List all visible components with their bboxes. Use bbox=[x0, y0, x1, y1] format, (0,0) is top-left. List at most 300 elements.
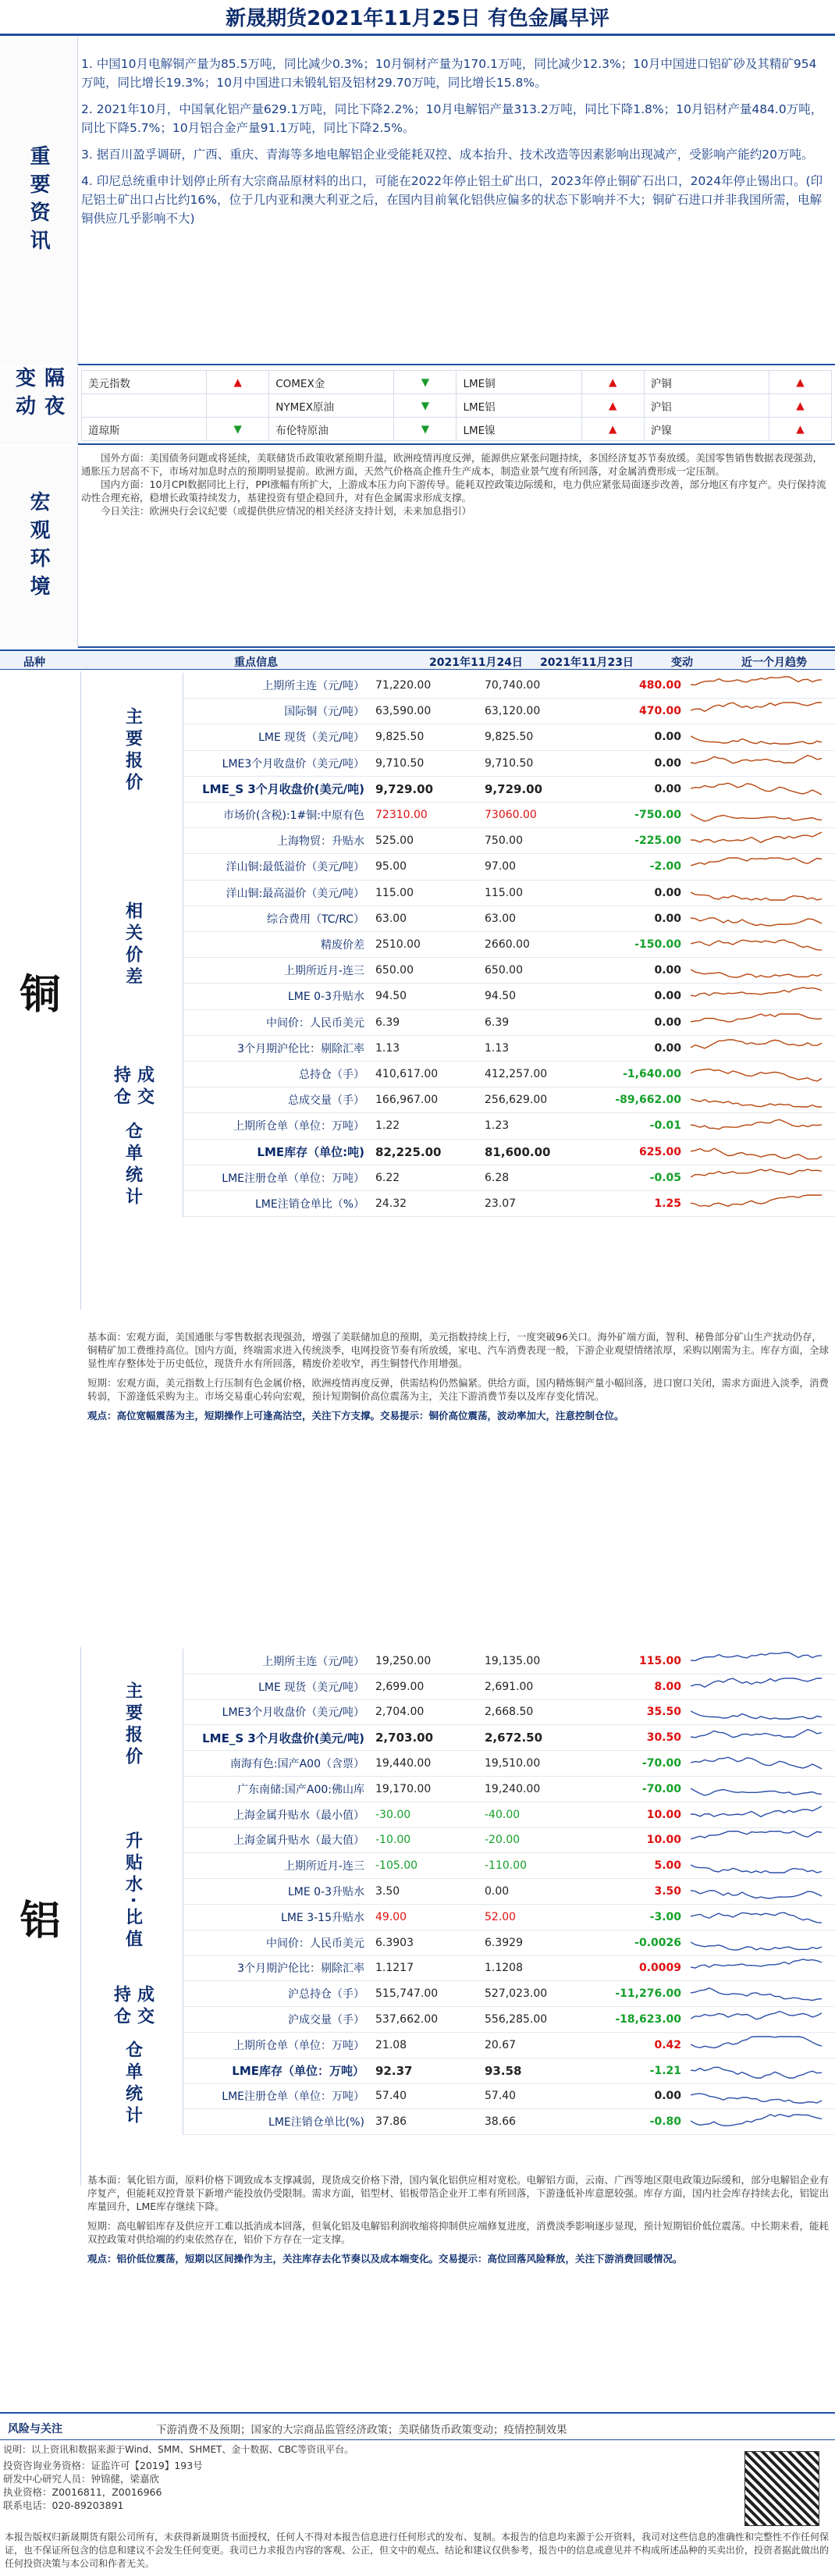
night-name: 美元指数 bbox=[82, 371, 207, 394]
trend-sparkline bbox=[691, 1727, 823, 1747]
value-today: 19,170.00 bbox=[375, 1782, 432, 1795]
value-prev: 38.66 bbox=[485, 2115, 517, 2129]
th-change: 变动 bbox=[671, 656, 693, 669]
value-prev: 23.07 bbox=[485, 1197, 517, 1211]
trend-sparkline bbox=[691, 1880, 823, 1901]
value-change: 0.00 bbox=[654, 782, 681, 795]
value-change: 8.00 bbox=[654, 1680, 681, 1693]
value-today: -105.00 bbox=[375, 1859, 418, 1873]
trend-sparkline bbox=[691, 778, 823, 799]
item-name: LME 0-3升贴水 bbox=[287, 991, 364, 1004]
value-prev: 9,729.00 bbox=[485, 781, 543, 796]
trend-sparkline bbox=[691, 1932, 823, 1952]
value-change: 30.50 bbox=[646, 1731, 681, 1745]
value-today: 1.13 bbox=[375, 1041, 400, 1055]
value-prev: 9,710.50 bbox=[485, 756, 534, 770]
item-name: 洋山铜:最低溢价（美元/吨） bbox=[226, 861, 364, 874]
value-today: 9,825.50 bbox=[375, 731, 425, 744]
news-item: 1. 中国10月电解铜产量为85.5万吨，同比减少0.3%；10月铜材产量为170.1万吨，同比减少12.3%；10月中国进口铝矿砂及其精矿954万吨，同比增长19.3%；10月中国进口未锻轧铝及铝材29.70万吨，同比增长15.8%。 bbox=[81, 57, 817, 90]
arrow-down-icon: ▼ bbox=[394, 418, 457, 441]
trend-sparkline bbox=[691, 1037, 823, 1058]
value-prev: 1.23 bbox=[485, 1119, 510, 1133]
macro-section bbox=[0, 447, 835, 648]
trend-sparkline bbox=[691, 1012, 823, 1032]
item-name: 上期所近月-连三 bbox=[283, 1860, 364, 1873]
table-row bbox=[183, 1905, 835, 1930]
group-label bbox=[82, 673, 183, 828]
item-name: 洋山铜:最高溢价（美元/吨） bbox=[226, 887, 364, 900]
item-name: 上期所主连（元/吨） bbox=[262, 680, 364, 693]
table-row bbox=[183, 751, 835, 777]
copper-label: 铜 bbox=[0, 671, 81, 1310]
trend-sparkline bbox=[691, 882, 823, 902]
group-label-text: 主要报价 bbox=[123, 1681, 143, 1770]
trend-sparkline bbox=[691, 830, 823, 850]
risk-text: 下游消费不及预期；国家的大宗商品监管经济政策；美联储货币政策变动；疫情控制效果 bbox=[156, 2424, 567, 2436]
macro-paragraph: 国外方面：美国债务问题或将延续，美联储货币政策收紧预期升温，欧洲疫情再度反弹，能源供应紧张问题持续，多国经济复苏节奏放缓。美国零售销售数据表现强劲，通胀压力居高不下，市场对加息时点的预期明显提前。欧洲方面，天然气价格高企推升生产成本，制造业景气度有所回落，对金属消费形成一定压制。 bbox=[81, 452, 823, 477]
value-prev: 412,257.00 bbox=[485, 1068, 548, 1081]
value-change: 470.00 bbox=[638, 705, 681, 718]
value-prev: 52.00 bbox=[485, 1910, 517, 1923]
value-change: -3.00 bbox=[649, 1910, 681, 1923]
value-change: 10.00 bbox=[646, 1834, 681, 1847]
value-change: -0.01 bbox=[649, 1119, 681, 1133]
trend-sparkline bbox=[691, 2111, 823, 2131]
trend-sparkline bbox=[691, 1115, 823, 1135]
item-name: 中间价：人民币美元 bbox=[266, 1937, 364, 1950]
trend-sparkline bbox=[691, 856, 823, 876]
risk-label: 风险与关注 bbox=[8, 2423, 62, 2435]
table-row bbox=[183, 2033, 835, 2058]
value-prev: 20.67 bbox=[485, 2038, 517, 2051]
trend-sparkline bbox=[691, 1676, 823, 1696]
arrow-up-icon: ▲ bbox=[581, 394, 644, 418]
analysis-strategy: 短期：高电解铝库存及供应开工难以抵消成本回落，但氧化铝及电解铝利润收缩将抑制供应端修复进度，消费淡季影响逐步显现，预计短期铝价低位震荡。中长期来看，能耗双控政策对供给端的约束依然存在，铝价下方存在一定支撑。 bbox=[87, 2220, 830, 2245]
value-prev: 70,740.00 bbox=[485, 679, 541, 692]
table-row bbox=[183, 2007, 835, 2033]
group-label-text: 仓单统计 bbox=[123, 1121, 143, 1209]
value-prev: 2,668.50 bbox=[485, 1706, 534, 1719]
value-prev: 63.00 bbox=[485, 912, 517, 925]
value-prev: 1.13 bbox=[485, 1041, 510, 1055]
item-name: 沪总持仓（手） bbox=[288, 1988, 364, 2001]
value-today: 2510.00 bbox=[375, 938, 421, 952]
risk-section bbox=[0, 2412, 835, 2440]
footer-info bbox=[0, 2459, 835, 2512]
page-title: 新晟期货2021年11月25日 有色金属早评 bbox=[0, 0, 835, 36]
table-row bbox=[183, 699, 835, 724]
value-prev: 2660.00 bbox=[485, 938, 530, 952]
group-label bbox=[82, 1062, 183, 1113]
table-row bbox=[183, 802, 835, 828]
arrow-up-icon: ▲ bbox=[769, 394, 831, 418]
table-row bbox=[183, 1087, 835, 1113]
value-prev: 81,600.00 bbox=[485, 1144, 551, 1159]
trend-sparkline bbox=[691, 2034, 823, 2055]
value-change: 3.50 bbox=[654, 1885, 681, 1898]
value-change: 0.0009 bbox=[638, 1962, 681, 1975]
item-name: LME_S 3个月收盘价(美元/吨) bbox=[202, 782, 364, 797]
table-row bbox=[183, 2058, 835, 2084]
value-change: 625.00 bbox=[638, 1145, 681, 1158]
trend-sparkline bbox=[691, 2085, 823, 2105]
macro-paragraph: 国内方面：10月CPI数据同比上行，PPI涨幅有所扩大，上游成本压力向下游传导。能耗双控政策边际缓和，电力供应紧张局面逐步改善，部分地区有序复产。央行保持流动性合理充裕，稳增长政策持续发力，基建投资有望企稳回升，对有色金属需求形成支撑。 bbox=[81, 479, 826, 503]
table-row bbox=[183, 1165, 835, 1191]
value-change: 0.00 bbox=[654, 756, 681, 770]
table-row bbox=[183, 1725, 835, 1751]
value-today: 3.50 bbox=[375, 1885, 400, 1898]
item-name: 中间价：人民币美元 bbox=[266, 1016, 364, 1030]
value-today: 9,729.00 bbox=[375, 781, 434, 796]
group-label-text: 成交持仓 bbox=[111, 1985, 155, 2030]
night-name: LME铜 bbox=[457, 371, 581, 394]
table-row bbox=[183, 673, 835, 699]
value-change: -70.00 bbox=[641, 1782, 681, 1795]
value-today: 49.00 bbox=[375, 1910, 407, 1923]
item-name: LME库存（单位：万吨） bbox=[232, 2064, 364, 2079]
trend-sparkline bbox=[691, 753, 823, 773]
value-change: 0.00 bbox=[654, 1016, 681, 1029]
trend-sparkline bbox=[691, 1063, 823, 1083]
night-name: LME镍 bbox=[457, 418, 581, 441]
item-name: 总持仓（手） bbox=[299, 1069, 364, 1082]
trend-sparkline bbox=[691, 1752, 823, 1773]
table-row bbox=[183, 1879, 835, 1905]
table-row bbox=[183, 1751, 835, 1777]
item-name: LME注册仓单（单位：万吨） bbox=[222, 2090, 364, 2104]
trend-sparkline bbox=[691, 1701, 823, 1721]
table-row bbox=[183, 1700, 835, 1726]
value-today: 24.32 bbox=[375, 1197, 407, 1211]
arrow-down-icon: ▼ bbox=[394, 394, 457, 418]
value-prev: 19,240.00 bbox=[485, 1782, 541, 1795]
group-label bbox=[82, 2033, 183, 2135]
trend-sparkline bbox=[691, 1193, 823, 1213]
table-row bbox=[183, 854, 835, 880]
value-change: -750.00 bbox=[634, 809, 681, 822]
table-row bbox=[183, 1140, 835, 1165]
item-name: 综合费用（TC/RC） bbox=[266, 913, 364, 926]
value-prev: 0.00 bbox=[485, 1885, 510, 1898]
analysis-basic: 基本面：宏观方面，美国通胀与零售数据表现强劲，增强了美联储加息的预期，美元指数持续上行，一度突破96关口。海外矿端方面，智利、秘鲁部分矿山生产扰动仍存，铜精矿加工费维持高位。国内方面，终端需求进入传统淡季，电网投资节奏有所放缓，家电、汽车消费表现一般，下游企业观望情绪浓厚，采购以刚需为主。库存方面，全球显性库存整体处于历史低位，现货升水有所回落，精废价差收窄，再生铜替代作用增强。 bbox=[87, 1331, 830, 1369]
trend-sparkline bbox=[691, 700, 823, 720]
value-prev: 94.50 bbox=[485, 990, 517, 1003]
value-change: 5.00 bbox=[654, 1859, 681, 1873]
item-name: LME_S 3个月收盘价(美元/吨) bbox=[202, 1731, 364, 1745]
item-name: 市场价(含税):1#铜:中原有色 bbox=[223, 809, 364, 823]
value-change: -18,623.00 bbox=[615, 2013, 681, 2026]
item-name: LME库存（单位:吨) bbox=[257, 1145, 364, 1160]
value-prev: 63,120.00 bbox=[485, 705, 541, 718]
table-row bbox=[183, 1010, 835, 1036]
news-label: 重要资讯 bbox=[0, 37, 78, 365]
value-change: -2.00 bbox=[649, 860, 681, 873]
value-change: -0.80 bbox=[649, 2115, 681, 2129]
night-table bbox=[81, 370, 835, 441]
table-row bbox=[183, 1674, 835, 1700]
value-prev: 57.40 bbox=[485, 2090, 517, 2103]
group-label bbox=[82, 1649, 183, 1802]
value-today: 115.00 bbox=[375, 886, 414, 899]
trend-sparkline bbox=[691, 1778, 823, 1799]
group-label-text: 成交持仓 bbox=[111, 1066, 155, 1110]
night-name: 布伦特原油 bbox=[269, 418, 394, 441]
value-prev: 256,629.00 bbox=[485, 1094, 548, 1107]
item-name: 总成交量（手） bbox=[288, 1094, 364, 1108]
value-prev: 19,510.00 bbox=[485, 1757, 541, 1770]
table-row bbox=[183, 2084, 835, 2110]
table-row bbox=[183, 724, 835, 750]
value-change: 0.00 bbox=[654, 990, 681, 1003]
value-today: 19,440.00 bbox=[375, 1757, 432, 1770]
th-variety: 品种 bbox=[23, 656, 45, 669]
macro-text bbox=[81, 451, 835, 518]
value-today: 650.00 bbox=[375, 964, 414, 977]
item-name: 上期所近月-连三 bbox=[283, 965, 364, 978]
value-today: 94.50 bbox=[375, 990, 407, 1003]
analysis-view: 观点：铝价低位震荡，短期以区间操作为主，关注库存去化节奏以及成本端变化。交易提示：高位回落风险释放，关注下游消费回暖情况。 bbox=[87, 2253, 683, 2265]
value-prev: 1.1208 bbox=[485, 1962, 523, 1975]
night-name: COMEX金 bbox=[269, 371, 394, 394]
value-today: 1.22 bbox=[375, 1119, 400, 1133]
value-today: 410,617.00 bbox=[375, 1068, 439, 1081]
value-change: -0.05 bbox=[649, 1171, 681, 1184]
trend-sparkline bbox=[691, 1855, 823, 1875]
group-label bbox=[82, 1981, 183, 2033]
th-focus: 重点信息 bbox=[234, 656, 278, 669]
table-row bbox=[183, 1853, 835, 1879]
value-prev: 527,023.00 bbox=[485, 1987, 548, 2001]
trend-sparkline bbox=[691, 2008, 823, 2029]
value-change: -89,662.00 bbox=[615, 1094, 681, 1107]
group-label-text: 仓单统计 bbox=[123, 2040, 143, 2128]
news-section bbox=[0, 37, 835, 365]
aluminum-analysis bbox=[81, 2170, 835, 2275]
table-row bbox=[183, 777, 835, 802]
item-name: 上期所仓单（单位：万吨） bbox=[233, 1120, 364, 1133]
news-list bbox=[81, 55, 835, 236]
value-change: -70.00 bbox=[641, 1757, 681, 1770]
value-prev: 6.28 bbox=[485, 1171, 510, 1184]
value-prev: -40.00 bbox=[485, 1808, 521, 1821]
value-change: 0.42 bbox=[654, 2038, 681, 2051]
analysis-strategy: 短期：宏观方面，美元指数上行压制有色金属价格，欧洲疫情再度反弹，供需结构仍然偏紧。供给方面，国内精炼铜产量小幅回落，进口窗口关闭，需求方面进入淡季，消费转弱，下游逢低采购为主。市场交易重心转向宏观，预计短期铜价高位震荡为主，关注下游消费节奏以及库存变化情况。 bbox=[87, 1377, 830, 1402]
trend-sparkline bbox=[691, 934, 823, 954]
trend-sparkline bbox=[691, 726, 823, 746]
table-row bbox=[183, 1981, 835, 2007]
table-row bbox=[183, 1930, 835, 1956]
value-change: 0.00 bbox=[654, 1041, 681, 1055]
trend-sparkline bbox=[691, 1829, 823, 1849]
value-prev: 750.00 bbox=[485, 834, 523, 848]
qr-code-icon bbox=[744, 2451, 819, 2526]
footer-line: 执业资格：Z0016811，Z0016966 bbox=[3, 2486, 162, 2498]
value-prev: 6.39 bbox=[485, 1016, 510, 1029]
value-today: 21.08 bbox=[375, 2038, 407, 2051]
item-name: LME注销仓单比(%) bbox=[268, 2116, 364, 2129]
trend-sparkline bbox=[691, 1983, 823, 2003]
item-name: LME 3-15升贴水 bbox=[281, 1911, 364, 1924]
value-today: 2,703.00 bbox=[375, 1731, 434, 1745]
item-name: 精废价差 bbox=[321, 939, 364, 952]
value-today: 6.3903 bbox=[375, 1936, 414, 1949]
value-prev: 650.00 bbox=[485, 964, 523, 977]
value-today: -30.00 bbox=[375, 1808, 411, 1821]
trend-sparkline bbox=[691, 1141, 823, 1162]
item-name: 广东南储:国产A00:佛山库 bbox=[237, 1783, 364, 1796]
arrow-up-icon: ▲ bbox=[581, 371, 644, 394]
item-name: LME注册仓单（单位：万吨） bbox=[222, 1172, 364, 1185]
arrow-down-icon: ▼ bbox=[394, 371, 457, 394]
item-name: LME 现货（美元/吨） bbox=[258, 731, 364, 745]
value-prev: 556,285.00 bbox=[485, 2013, 548, 2026]
table-row bbox=[183, 1956, 835, 1982]
news-item: 4. 印尼总统重申计划停止所有大宗商品原材料的出口，可能在2022年停止铝土矿出口，2023年停止铜矿石出口，2024年停止锡出口。(印尼铝土矿出口占比约16%，位于几内亚和澳大利亚之后，在国内目前氧化铝供应偏多的状态下影响并不大；铜矿石进口并非我国所需，电解铜供应几乎影响不大) bbox=[81, 174, 823, 226]
night-section bbox=[0, 367, 835, 445]
table-row bbox=[183, 1036, 835, 1062]
value-today: 2,704.00 bbox=[375, 1706, 425, 1719]
aluminum-label: 铝 bbox=[0, 1647, 81, 2186]
night-name bbox=[82, 394, 207, 418]
trend-sparkline bbox=[691, 1167, 823, 1187]
th-date2: 2021年11月23日 bbox=[540, 656, 634, 669]
value-today: 537,662.00 bbox=[375, 2013, 439, 2026]
item-name: 上期所主连（元/吨） bbox=[262, 1655, 364, 1668]
item-name: 3个月期沪伦比：剔除汇率 bbox=[237, 1042, 364, 1055]
value-today: 166,967.00 bbox=[375, 1094, 439, 1107]
table-row bbox=[183, 958, 835, 984]
value-today: 6.22 bbox=[375, 1171, 400, 1184]
item-name: 沪成交量（手） bbox=[288, 2014, 364, 2027]
source-note: 说明：以上资讯和数据来源于Wind、SMM、SHMET、金十数据、CBC等资讯平台。 bbox=[3, 2444, 354, 2455]
group-label bbox=[82, 828, 183, 1062]
table-row bbox=[183, 1649, 835, 1674]
arrow-up-icon: ▲ bbox=[207, 371, 269, 394]
table-header bbox=[0, 649, 835, 670]
item-name: 3个月期沪伦比：剔除汇率 bbox=[237, 1962, 364, 1976]
item-name: 上海物贸：升贴水 bbox=[277, 835, 364, 849]
value-prev: 6.3929 bbox=[485, 1936, 523, 1949]
value-prev: -20.00 bbox=[485, 1834, 521, 1847]
value-prev: 2,691.00 bbox=[485, 1680, 534, 1693]
night-name: LME铝 bbox=[457, 394, 581, 418]
value-today: 37.86 bbox=[375, 2115, 407, 2129]
trend-sparkline bbox=[691, 2060, 823, 2080]
value-change: 0.00 bbox=[654, 886, 681, 899]
table-row bbox=[183, 1062, 835, 1087]
item-name: LME 现货（美元/吨） bbox=[258, 1681, 364, 1694]
group-label bbox=[82, 1802, 183, 1982]
trend-sparkline bbox=[691, 985, 823, 1005]
trend-sparkline bbox=[691, 1957, 823, 1977]
value-change: 1.25 bbox=[654, 1197, 681, 1211]
trend-sparkline bbox=[691, 1906, 823, 1927]
value-today: 92.37 bbox=[375, 2063, 413, 2078]
trend-sparkline bbox=[691, 1804, 823, 1824]
group-label-text: 相关价差 bbox=[123, 901, 143, 989]
value-change: 480.00 bbox=[638, 679, 681, 692]
value-today: 6.39 bbox=[375, 1016, 400, 1029]
value-today: 515,747.00 bbox=[375, 1987, 439, 2001]
analysis-basic: 基本面：氧化铝方面，原料价格下调致成本支撑减弱，现货成交价格下滑，国内氧化铝供应相对宽松。电解铝方面，云南、广西等地区限电政策边际缓和，部分电解铝企业有序复产，但能耗双控背景下新增产能投放仍受限制。需求方面，铝型材、铝板带箔企业开工率有所回落，下游逢低补库意愿较强。库存方面，国内社会库存持续去化，铝锭出库量回升，LME库存继续下降。 bbox=[87, 2174, 830, 2212]
item-name: LME3个月收盘价（美元/吨） bbox=[222, 1706, 364, 1720]
value-today: 63,590.00 bbox=[375, 705, 432, 718]
value-today: 1.1217 bbox=[375, 1962, 414, 1975]
footer-line: 研发中心研究人员：钟锦健，梁嘉欣 bbox=[3, 2473, 160, 2485]
value-today: 72310.00 bbox=[375, 809, 428, 822]
table-row bbox=[183, 2109, 835, 2135]
value-change: 115.00 bbox=[638, 1654, 681, 1667]
value-today: 19,250.00 bbox=[375, 1654, 432, 1667]
group-label-text: 主要报价 bbox=[123, 706, 143, 795]
value-prev: 115.00 bbox=[485, 886, 523, 899]
value-change: 0.00 bbox=[654, 912, 681, 925]
copper-analysis bbox=[81, 1327, 835, 1432]
value-prev: 93.58 bbox=[485, 2063, 522, 2078]
footer-line: 投资咨询业务资格：证监许可【2019】193号 bbox=[3, 2460, 203, 2471]
item-name: LME注销仓单比（%） bbox=[254, 1198, 364, 1212]
night-label: 隔夜变动 bbox=[0, 367, 78, 445]
item-name: 上海金属升贴水（最小值） bbox=[233, 1809, 364, 1822]
disclaimer: 本报告版权归新晟期货有限公司所有，未获得新晟期货书面授权，任何人不得对本报告信息进行任何形式的发布、复制。本报告的信息均来源于公开资料，我司对这些信息的准确性和完整性不作任何保证，也不保证所包含的信息和建议不会发生任何变更。我司已力求报告内容的客观、公正，但文中的观点、结论和建议仅供参考，报告中的信息或意见并不构成所述品种的买卖出价，投资者据此做出的任何投资决策与本公司和作者无关。 bbox=[5, 2532, 830, 2569]
arrow-down-icon: ▼ bbox=[207, 418, 269, 441]
arrow-up-icon: ▲ bbox=[581, 418, 644, 441]
value-today: 57.40 bbox=[375, 2090, 407, 2103]
table-row bbox=[183, 828, 835, 854]
value-today: 2,699.00 bbox=[375, 1680, 425, 1693]
footer-line: 联系电话：020-89203891 bbox=[3, 2500, 124, 2511]
th-date1: 2021年11月24日 bbox=[429, 656, 523, 669]
value-change: 0.00 bbox=[654, 731, 681, 744]
value-today: -10.00 bbox=[375, 1834, 411, 1847]
table-row bbox=[183, 1777, 835, 1802]
night-name: 沪镍 bbox=[644, 418, 769, 441]
item-name: 上海金属升贴水（最大值） bbox=[233, 1834, 364, 1848]
value-change: 10.00 bbox=[646, 1808, 681, 1821]
table-row bbox=[183, 1113, 835, 1139]
value-change: -1,640.00 bbox=[623, 1068, 681, 1081]
table-row bbox=[183, 906, 835, 932]
table-row bbox=[183, 1802, 835, 1828]
item-name: LME 0-3升贴水 bbox=[287, 1886, 364, 1899]
value-change: 0.00 bbox=[654, 2090, 681, 2103]
item-name: 南海有色:国产A00（含票） bbox=[229, 1758, 364, 1771]
group-label bbox=[82, 1113, 183, 1217]
value-change: -11,276.00 bbox=[615, 1987, 681, 2001]
item-name: LME3个月收盘价（美元/吨） bbox=[222, 757, 364, 770]
empty-cell bbox=[207, 394, 269, 418]
news-item: 3. 据百川盈孚调研，广西、重庆、青海等多地电解铝企业受能耗双控、成本抬升、技术改造等因素影响出现减产，受影响产能约20万吨。 bbox=[81, 148, 814, 162]
macro-paragraph: 今日关注：欧洲央行会议纪要（或提供供应情况的相关经济支持计划，未来加息指引） bbox=[101, 505, 472, 517]
macro-label: 宏观环境 bbox=[0, 447, 78, 648]
arrow-up-icon: ▲ bbox=[769, 418, 831, 441]
value-change: -1.21 bbox=[649, 2064, 681, 2077]
value-prev: 19,135.00 bbox=[485, 1654, 541, 1667]
value-change: -225.00 bbox=[634, 834, 681, 848]
table-row bbox=[183, 881, 835, 906]
table-row bbox=[183, 932, 835, 958]
value-today: 63.00 bbox=[375, 912, 407, 925]
value-change: -150.00 bbox=[634, 938, 681, 952]
value-prev: 73060.00 bbox=[485, 809, 537, 822]
trend-sparkline bbox=[691, 1650, 823, 1670]
night-name: 沪铜 bbox=[644, 371, 769, 394]
arrow-up-icon: ▲ bbox=[769, 371, 831, 394]
table-row bbox=[183, 984, 835, 1009]
table-row bbox=[183, 1828, 835, 1854]
trend-sparkline bbox=[691, 804, 823, 824]
night-name: 沪铝 bbox=[644, 394, 769, 418]
